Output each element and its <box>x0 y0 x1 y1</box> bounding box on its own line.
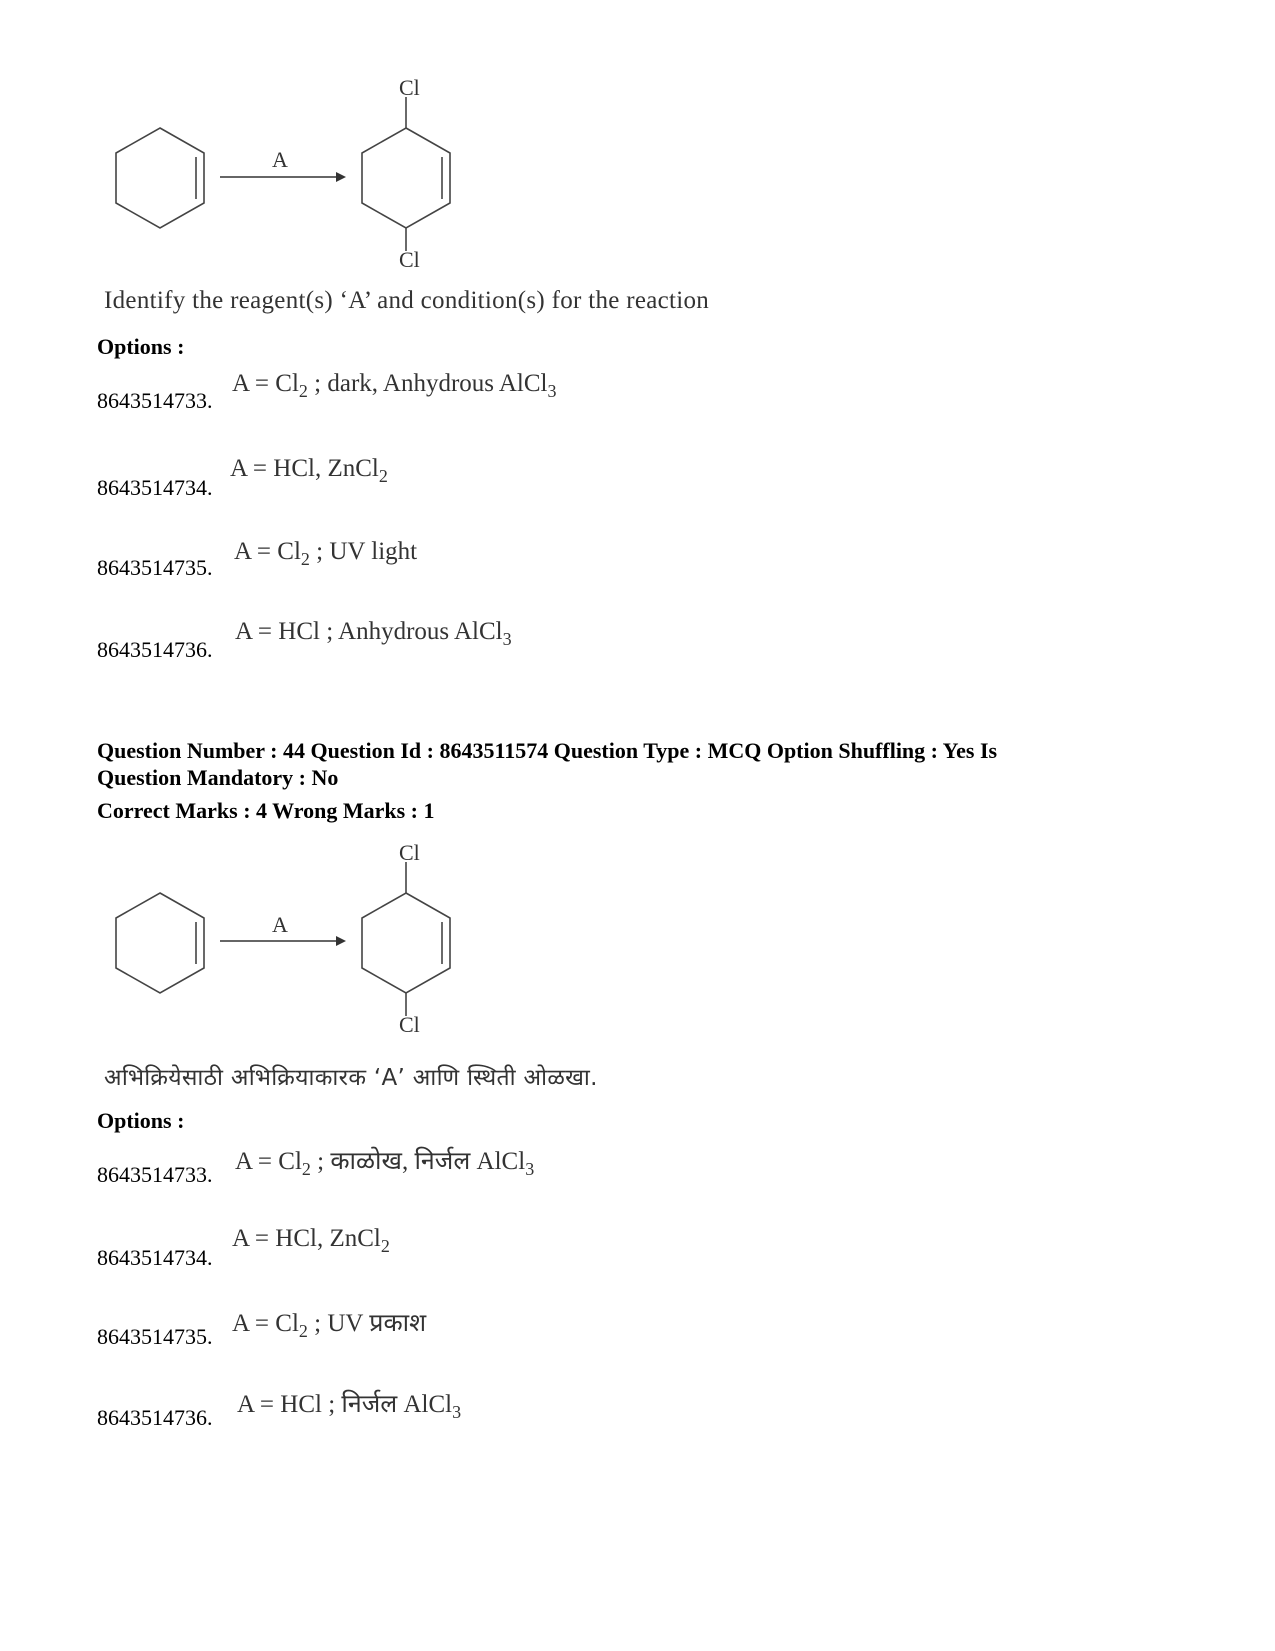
option-number: 8643514734. <box>97 475 213 500</box>
arrow-head <box>336 936 346 946</box>
option-text: $A = Cl_2$ ; UV light <box>234 538 418 569</box>
product-ring <box>362 128 450 228</box>
question-prompt: Identify the reagent(s) ‘A’ and condition(s) for the reaction <box>104 287 710 314</box>
question-meta-line1: Question Number : 44 Question Id : 8643511574 Question Type : MCQ Option Shuffling : Yes Is <box>97 738 998 763</box>
option-number: 8643514733. <box>97 388 213 413</box>
cyclohexene-ring <box>116 128 204 228</box>
question-prompt: अभिक्रियेसाठी अभिक्रियाकारक ‘A’ आणि स्थिती ओळखा. <box>104 1065 598 1091</box>
product-ring <box>362 893 450 993</box>
top-substituent: Cl <box>399 840 420 865</box>
arrow-label: A <box>272 912 288 937</box>
option-text: A = HCl ; Anhydrous AlCl$_3$ <box>235 618 512 649</box>
arrow-label: A <box>272 147 288 172</box>
reaction-diagram <box>100 75 480 275</box>
option-number: 8643514736. <box>97 1405 213 1430</box>
option-number: 8643514735. <box>97 555 213 580</box>
option-number: 8643514734. <box>97 1245 213 1270</box>
reaction-diagram <box>100 840 480 1040</box>
option-text: $A = Cl_2$ ; काळोख, निर्जल AlCl$_3$ <box>235 1148 535 1179</box>
cyclohexene-ring <box>116 893 204 993</box>
arrow-head <box>336 172 346 182</box>
option-text: A = HCl, ZnCl$_2$ <box>232 1225 390 1256</box>
question-meta-line2: Question Mandatory : No <box>97 765 339 790</box>
options-heading: Options : <box>97 334 185 359</box>
option-number: 8643514735. <box>97 1324 213 1349</box>
options-heading: Options : <box>97 1108 185 1133</box>
bottom-substituent: Cl <box>399 247 420 272</box>
top-substituent: Cl <box>399 75 420 100</box>
option-text: A = HCl, ZnCl$_2$ <box>230 455 388 486</box>
bottom-substituent: Cl <box>399 1012 420 1037</box>
option-text: A = HCl ; निर्जल AlCl$_3$ <box>237 1391 462 1422</box>
option-text: $A = Cl_2$ ; UV प्रकाश <box>232 1310 427 1341</box>
option-number: 8643514736. <box>97 637 213 662</box>
question-marks: Correct Marks : 4 Wrong Marks : 1 <box>97 798 435 823</box>
question-meta <box>97 737 1197 824</box>
option-number: 8643514733. <box>97 1162 213 1187</box>
option-text: $A = Cl_2$ ; dark, Anhydrous AlCl$_3$ <box>232 370 557 401</box>
